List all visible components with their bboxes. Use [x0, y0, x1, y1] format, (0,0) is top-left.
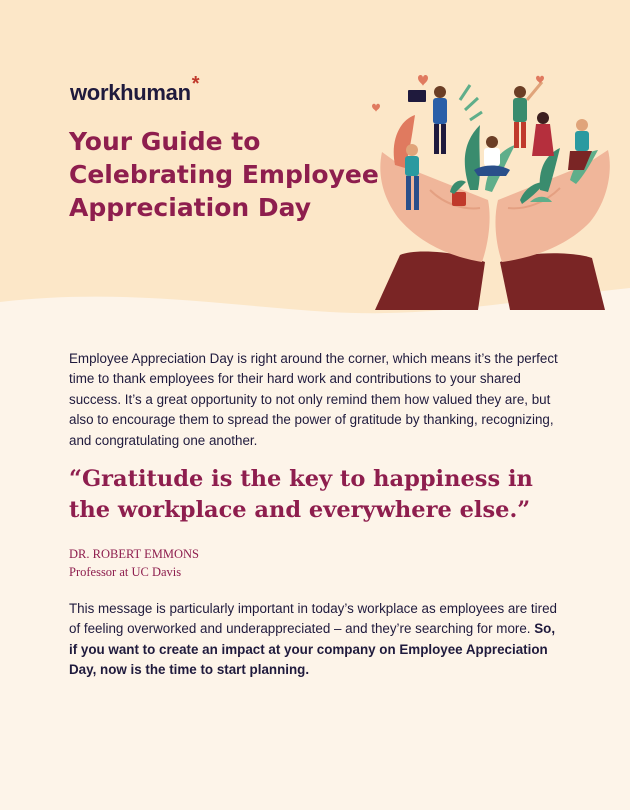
- title-line: Celebrating Employee: [69, 160, 379, 189]
- pull-quote: “Gratitude is the key to happiness in the workplace and everywhere else.”: [69, 466, 533, 523]
- closing-text: This message is particularly important in today’s workplace as employees are tired of feeling overworked and underappreciated – and they’re searching for more.: [69, 601, 557, 637]
- hands-illustration: [370, 70, 620, 310]
- attribution-name: DR. ROBERT EMMONS: [69, 547, 199, 561]
- workhuman-logo: [70, 73, 200, 106]
- title-line: Appreciation Day: [69, 193, 312, 222]
- right-sleeve: [500, 253, 605, 310]
- title-line: Your Guide to: [69, 127, 261, 156]
- left-sleeve: [375, 251, 485, 310]
- hero-section: [0, 0, 630, 330]
- intro-paragraph: Employee Appreciation Day is right around the corner, which means it’s the perfect time to thank employees for their hard work and contributions to your shared success. It’s a great opportunity to not only remind them how valued they are, but also to encourage them to spread the power of gratitude by thanking, recognizing, and congratulating one another.: [69, 351, 558, 448]
- quote-attribution: [69, 545, 199, 581]
- closing-bold-text: So, if you want to create an impact at your company on Employee Appreciation Day, now is the time to start planning.: [69, 621, 556, 678]
- logo-asterisk: *: [191, 73, 200, 95]
- page-title: [69, 125, 389, 224]
- closing-paragraph: [69, 599, 559, 681]
- attribution-role: Professor at UC Davis: [69, 565, 182, 579]
- logo-wordmark: workhuman: [70, 80, 191, 105]
